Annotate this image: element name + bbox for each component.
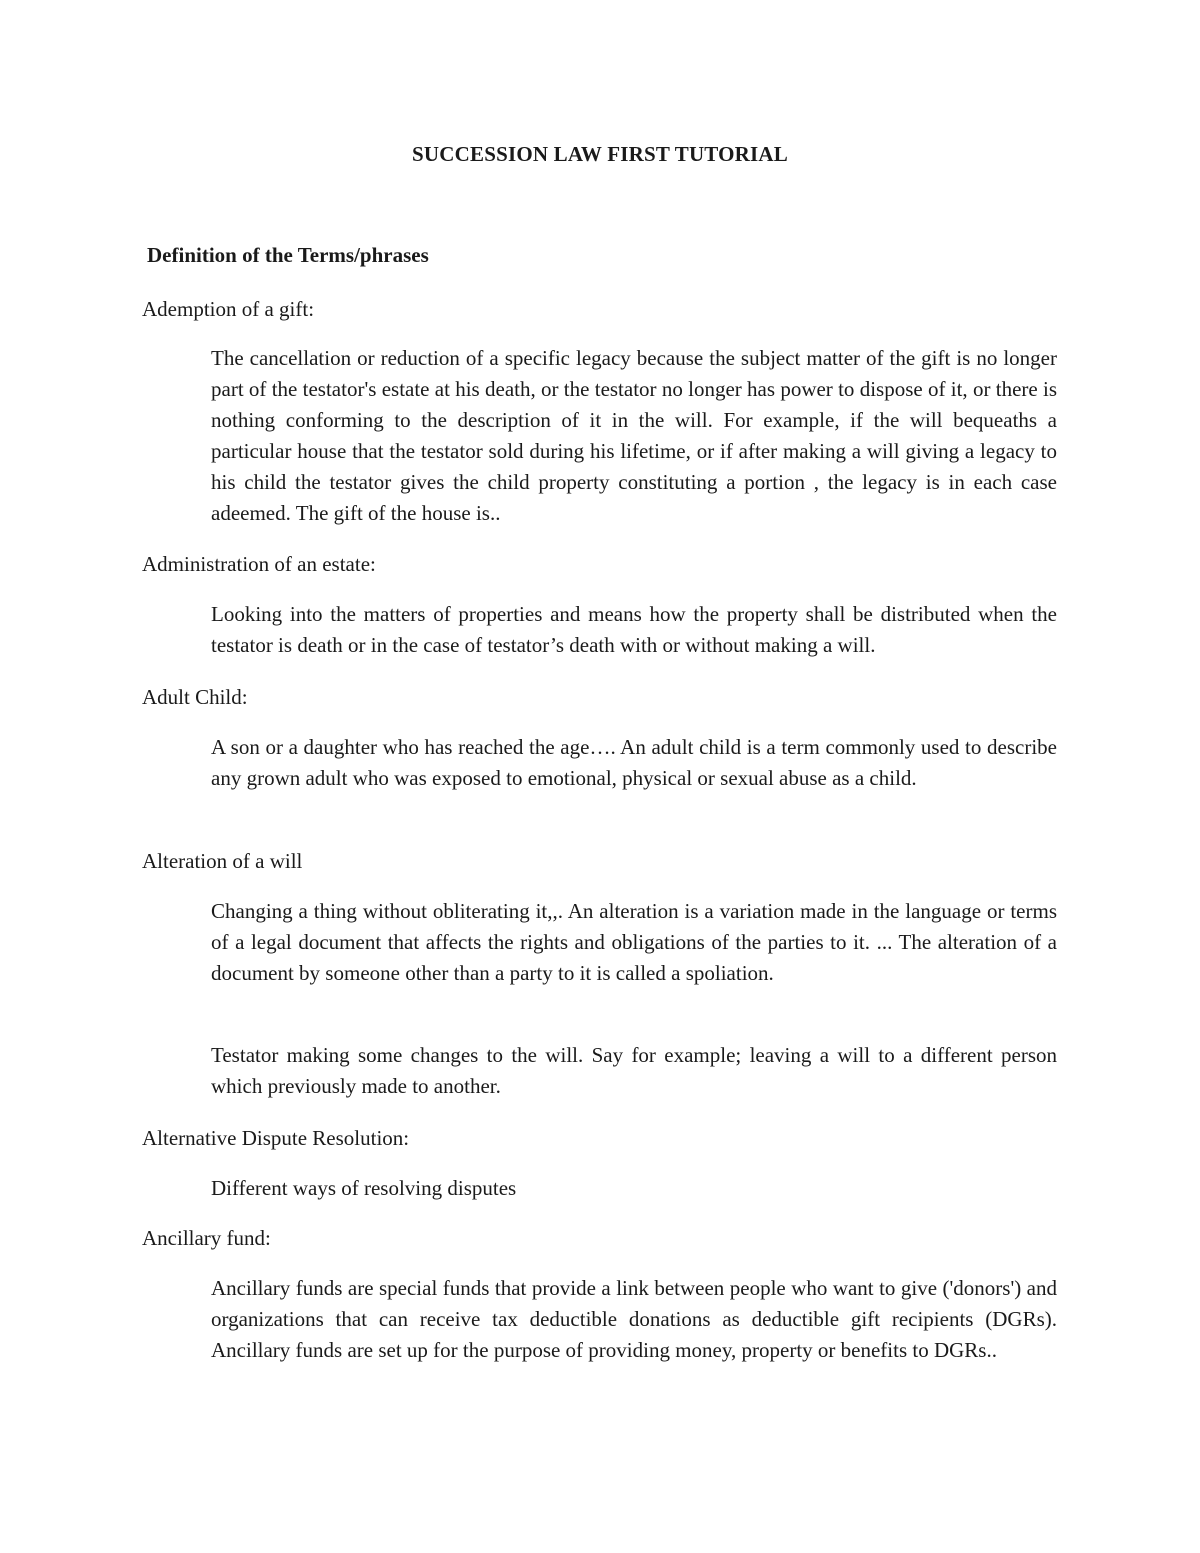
term-ancillary-fund: Ancillary fund: bbox=[142, 1226, 271, 1250]
definition-alteration-of-a-will-example: Testator making some changes to the will. Say for example; leaving a will to a different person which previously made to another. bbox=[211, 1043, 1057, 1098]
term-administration-of-an-estate: Administration of an estate: bbox=[142, 552, 376, 576]
definition-alternative-dispute-resolution: Different ways of resolving disputes bbox=[211, 1176, 517, 1200]
definition-ademption-of-a-gift: The cancellation or reduction of a specific legacy because the subject matter of the gift is no longer part of the testator's estate at his death, or the testator no longer has power to dispose of it, or there is nothing conforming to the description of it in the will. For example, if the will bequeaths a particular house that the testator sold during his lifetime, or if after making a will giving a legacy to his child the testator gives the child property constituting a portion , the legacy is in each case adeemed. The gift of the house is.. bbox=[211, 346, 1057, 525]
definition-administration-of-an-estate: Looking into the matters of properties and means how the property shall be distributed when the testator is death or in the case of testator’s death with or without making a will. bbox=[211, 602, 1057, 657]
section-heading: Definition of the Terms/phrases bbox=[147, 243, 429, 267]
definition-adult-child: A son or a daughter who has reached the age…. An adult child is a term commonly used to describe any grown adult who was exposed to emotional, physical or sexual abuse as a child. bbox=[211, 735, 1057, 790]
term-alternative-dispute-resolution: Alternative Dispute Resolution: bbox=[142, 1126, 410, 1150]
term-alteration-of-a-will: Alteration of a will bbox=[142, 849, 303, 873]
term-ademption-of-a-gift: Ademption of a gift: bbox=[142, 297, 315, 321]
term-adult-child: Adult Child: bbox=[142, 685, 248, 709]
document-title: SUCCESSION LAW FIRST TUTORIAL bbox=[412, 142, 788, 166]
definition-alteration-of-a-will: Changing a thing without obliterating it,,. An alteration is a variation made in the language or terms of a legal document that affects the rights and obligations of the parties to it. ... The alteration of a document by someone other than a party to it is called a spoliation. bbox=[211, 899, 1057, 985]
definition-ancillary-fund: Ancillary funds are special funds that provide a link between people who want to give ('donors') and organizations that can receive tax deductible donations as deductible gift recipients (DGRs). Ancillary funds are set up for the purpose of providing money, property or benefits to DGRs.. bbox=[211, 1276, 1057, 1362]
